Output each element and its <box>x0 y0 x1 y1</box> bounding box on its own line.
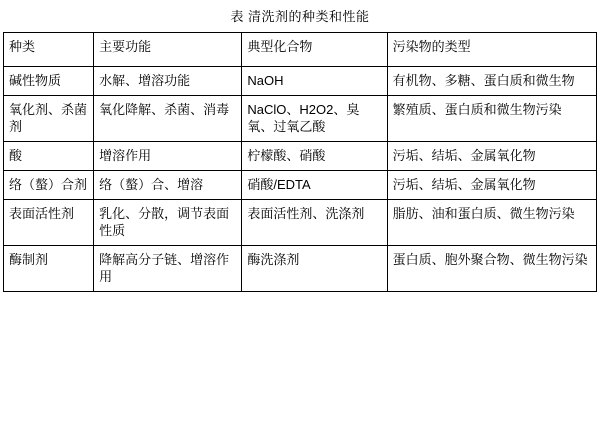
table-header-cell-contaminant <box>387 33 596 67</box>
cell-text: 酶制剂 <box>9 252 49 267</box>
cell-text: 表面活性剂 <box>9 206 75 221</box>
cell-compound <box>242 96 387 142</box>
cell-text: 酶洗涤剂 <box>247 252 300 267</box>
cell-text: 降解高分子链、增溶作用 <box>99 252 230 284</box>
table-header-cell-kind <box>4 33 94 67</box>
cell-text: 氧化剂、杀菌剂 <box>9 102 88 134</box>
cell-contaminant <box>387 171 596 200</box>
cell-text: 硝酸/EDTA <box>247 177 311 192</box>
cell-kind <box>4 171 94 200</box>
cell-text: 水解、增溶功能 <box>99 73 191 88</box>
cell-kind <box>4 96 94 142</box>
cell-function <box>94 171 242 200</box>
cell-compound <box>242 200 387 246</box>
table-header-cell-function <box>94 33 242 67</box>
cell-text: 络（螯）合、增溶 <box>99 177 204 192</box>
cell-contaminant <box>387 67 596 96</box>
cell-function <box>94 67 242 96</box>
cell-text: NaClO、H2O2、臭氧、过氧乙酸 <box>247 102 360 134</box>
cell-text: 蛋白质、胞外聚合物、微生物污染 <box>392 252 588 267</box>
table-caption: 表 清洗剂的种类和性能 <box>230 9 370 24</box>
table-row <box>4 200 597 246</box>
cell-contaminant <box>387 96 596 142</box>
cell-function <box>94 246 242 292</box>
header-label: 种类 <box>9 39 36 54</box>
cell-text: 繁殖质、蛋白质和微生物污染 <box>392 102 562 117</box>
cell-kind <box>4 142 94 171</box>
cell-compound <box>242 142 387 171</box>
cell-text: 增溶作用 <box>99 148 152 163</box>
cell-text: 氧化降解、杀菌、消毒 <box>99 102 230 117</box>
table-row <box>4 171 597 200</box>
cell-contaminant <box>387 246 596 292</box>
cell-text: 有机物、多糖、蛋白质和微生物 <box>392 73 575 88</box>
cell-text: 污垢、结垢、金属氧化物 <box>392 177 536 192</box>
table-row <box>4 67 597 96</box>
cell-text: 乳化、分散，调节表面性质 <box>99 206 230 238</box>
table-row <box>4 142 597 171</box>
cell-compound <box>242 67 387 96</box>
cell-kind <box>4 246 94 292</box>
cell-compound <box>242 246 387 292</box>
table-row <box>4 246 597 292</box>
cell-text: 污垢、结垢、金属氧化物 <box>392 148 536 163</box>
cell-contaminant <box>387 142 596 171</box>
table-row <box>4 96 597 142</box>
cell-contaminant <box>387 200 596 246</box>
header-label: 污染物的类型 <box>392 39 471 54</box>
cell-function <box>94 200 242 246</box>
cell-function <box>94 96 242 142</box>
cell-text: 表面活性剂、洗涤剂 <box>247 206 365 221</box>
cell-compound <box>242 171 387 200</box>
cell-text: 脂肪、油和蛋白质、微生物污染 <box>392 206 575 221</box>
cell-function <box>94 142 242 171</box>
cell-kind <box>4 67 94 96</box>
cell-text: 柠檬酸、硝酸 <box>247 148 326 163</box>
cell-text: 酸 <box>9 148 23 163</box>
cleaning-agents-table <box>3 32 597 292</box>
cell-text: 碱性物质 <box>9 73 62 88</box>
cell-text: 络（螯）合剂 <box>9 177 88 192</box>
header-label: 典型化合物 <box>247 39 313 54</box>
table-header-row <box>4 33 597 67</box>
table-header-cell-compound <box>242 33 387 67</box>
cell-text: NaOH <box>247 73 284 88</box>
cell-kind <box>4 200 94 246</box>
header-label: 主要功能 <box>99 39 152 54</box>
